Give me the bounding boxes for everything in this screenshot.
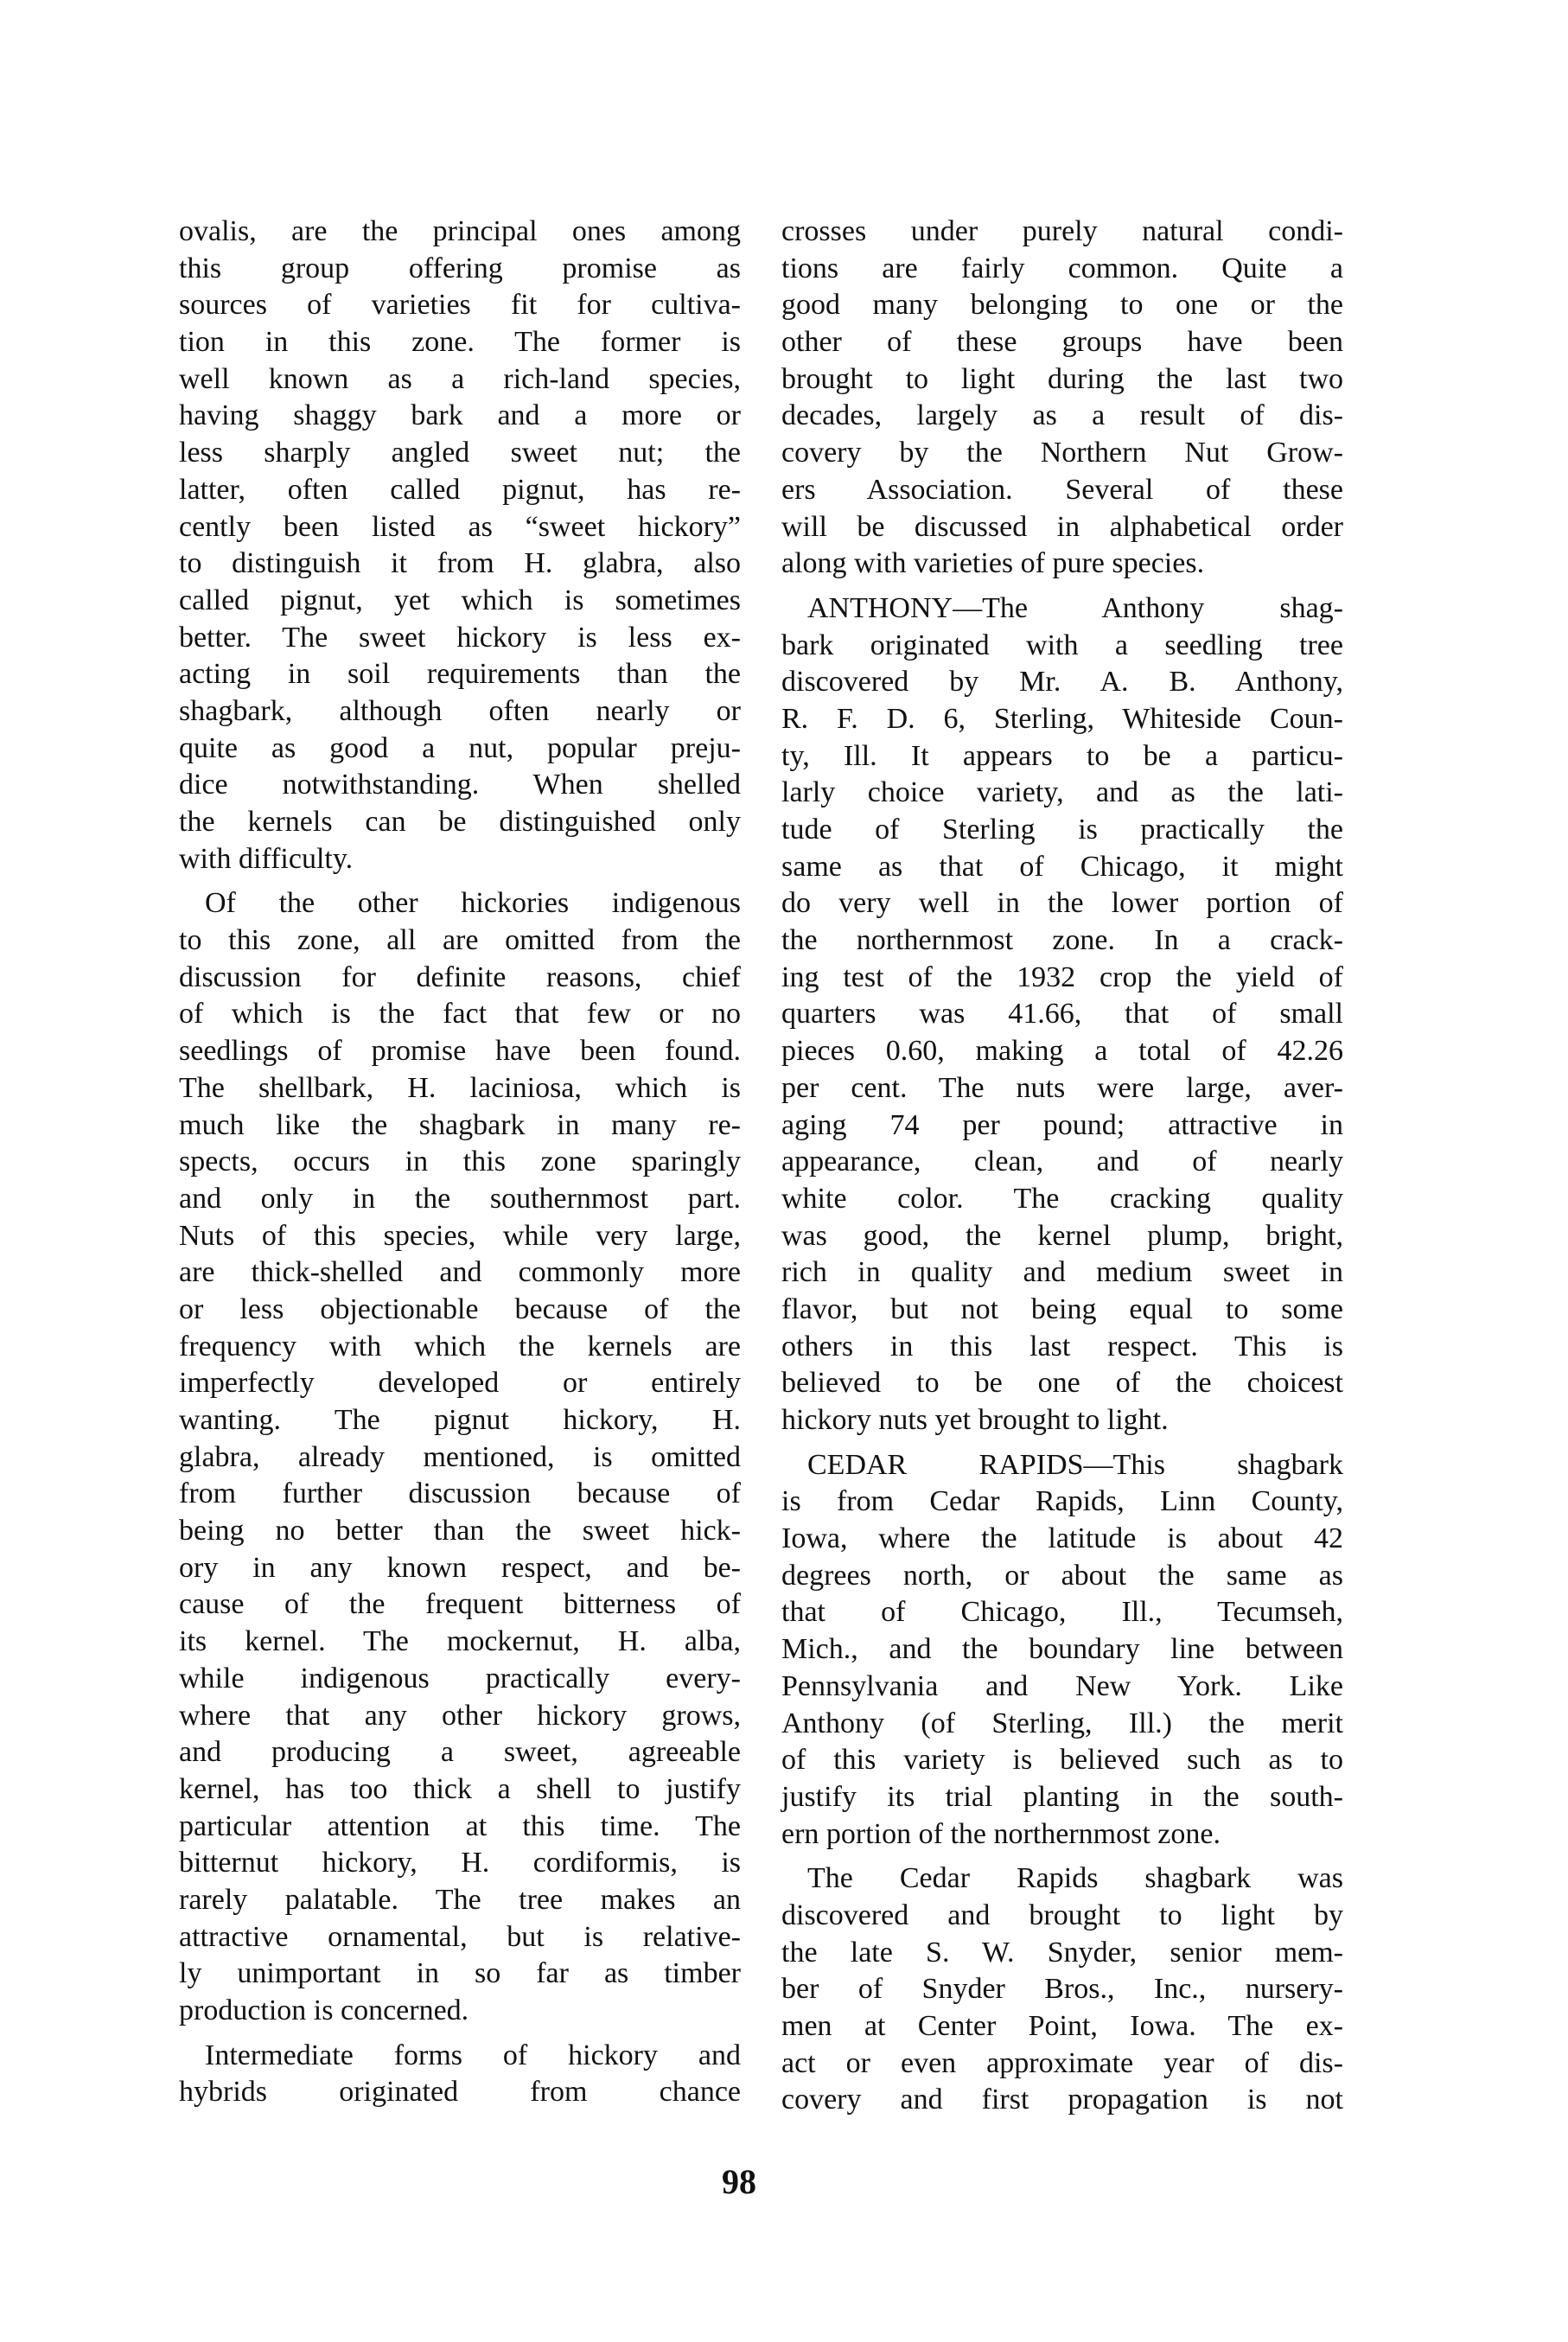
- text-line: this group offering promise as: [179, 252, 741, 284]
- text-line: hybrids originated from chance: [179, 2076, 741, 2109]
- text-line: discovered by Mr. A. B. Anthony,: [781, 666, 1343, 699]
- text-line: tions are fairly common. Quite a: [781, 252, 1343, 284]
- text-line: tude of Sterling is practically the: [781, 814, 1343, 846]
- text-line: ory in any known respect, and be-: [179, 1551, 741, 1584]
- text-line: cently been listed as “sweet hickory”: [179, 510, 741, 543]
- text-line: to distinguish it from H. glabra, also: [179, 547, 741, 580]
- text-line: others in this last respect. This is: [781, 1330, 1343, 1362]
- paragraph: [781, 1860, 1343, 2119]
- text-line: its kernel. The mockernut, H. alba,: [179, 1625, 741, 1658]
- left-text-column: [179, 214, 741, 2119]
- text-line: Intermediate forms of hickory and: [205, 2039, 741, 2071]
- text-line: R. F. D. 6, Sterling, Whiteside Coun-: [781, 702, 1343, 735]
- text-line: rarely palatable. The tree makes an: [179, 1883, 741, 1916]
- text-line: production is concerned.: [179, 1994, 469, 2026]
- text-line: per cent. The nuts were large, aver-: [781, 1071, 1343, 1104]
- text-line: CEDAR RAPIDS—This shagbark: [807, 1448, 1343, 1481]
- text-line: justify its trial planting in the south-: [781, 1780, 1343, 1813]
- text-line: the late S. W. Snyder, senior mem-: [781, 1936, 1343, 1969]
- text-line: with difficulty.: [179, 842, 354, 875]
- text-line: brought to light during the last two: [781, 362, 1343, 395]
- right-text-column: [781, 214, 1343, 2127]
- text-line: The Cedar Rapids shagbark was: [807, 1862, 1343, 1895]
- text-line: ANTHONY—The Anthony shag-: [807, 591, 1343, 624]
- text-line: Of the other hickories indigenous: [205, 887, 741, 920]
- text-line: ers Association. Several of these: [781, 473, 1343, 506]
- text-line: discussion for definite reasons, chief: [179, 960, 741, 993]
- text-line: bark originated with a seedling tree: [781, 629, 1343, 661]
- text-line: cause of the frequent bitterness of: [179, 1588, 741, 1621]
- text-line: while indigenous practically every-: [179, 1662, 741, 1694]
- text-line: Iowa, where the latitude is about 42: [781, 1522, 1343, 1555]
- text-line: act or even approximate year of dis-: [781, 2046, 1343, 2079]
- text-line: do very well in the lower portion of: [781, 887, 1343, 920]
- text-line: acting in soil requirements than the: [179, 658, 741, 691]
- text-line: tion in this zone. The former is: [179, 326, 741, 359]
- text-line: the northernmost zone. In a crack-: [781, 924, 1343, 957]
- text-line: much like the shagbark in many re-: [179, 1108, 741, 1141]
- text-line: having shaggy bark and a more or: [179, 399, 741, 432]
- text-line: ern portion of the northernmost zone.: [781, 1817, 1221, 1850]
- text-line: or less objectionable because of the: [179, 1292, 741, 1325]
- paragraph: [781, 590, 1343, 1439]
- text-line: ovalis, are the principal ones among: [179, 215, 741, 247]
- paragraph: [781, 1447, 1343, 1854]
- text-line: the kernels can be distinguished only: [179, 806, 741, 838]
- text-line: attractive ornamental, but is relative-: [179, 1920, 741, 1953]
- text-line: degrees north, or about the same as: [781, 1559, 1343, 1592]
- text-line: called pignut, yet which is sometimes: [179, 584, 741, 616]
- text-line: imperfectly developed or entirely: [179, 1367, 741, 1400]
- text-line: was good, the kernel plump, bright,: [781, 1219, 1343, 1252]
- text-line: that of Chicago, Ill., Tecumseh,: [781, 1596, 1343, 1629]
- text-line: quarters was 41.66, that of small: [781, 998, 1343, 1031]
- text-line: seedlings of promise have been found.: [179, 1035, 741, 1068]
- text-line: of which is the fact that few or no: [179, 998, 741, 1031]
- text-line: Nuts of this species, while very large,: [179, 1219, 741, 1252]
- text-line: appearance, clean, and of nearly: [781, 1145, 1343, 1178]
- text-line: frequency with which the kernels are: [179, 1330, 741, 1362]
- text-line: and only in the southernmost part.: [179, 1182, 741, 1215]
- text-line: sources of varieties fit for cultiva-: [179, 289, 741, 322]
- text-line: bitternut hickory, H. cordiformis, is: [179, 1847, 741, 1879]
- text-line: less sharply angled sweet nut; the: [179, 437, 741, 469]
- paragraph: [179, 885, 741, 2029]
- text-line: particular attention at this time. The: [179, 1809, 741, 1842]
- text-line: flavor, but not being equal to some: [781, 1292, 1343, 1325]
- page-number: 98: [722, 2162, 756, 2201]
- text-line: crosses under purely natural condi-: [781, 215, 1343, 247]
- text-line: along with varieties of pure species.: [781, 547, 1205, 580]
- text-line: and producing a sweet, agreeable: [179, 1736, 741, 1769]
- text-line: ing test of the 1932 crop the yield of: [781, 960, 1343, 993]
- text-line: decades, largely as a result of dis-: [781, 399, 1343, 432]
- text-line: will be discussed in alphabetical order: [781, 510, 1343, 543]
- text-line: Mich., and the boundary line between: [781, 1633, 1343, 1666]
- text-line: same as that of Chicago, it might: [781, 850, 1343, 883]
- text-line: kernel, has too thick a shell to justify: [179, 1772, 741, 1805]
- text-line: dice notwithstanding. When shelled: [179, 769, 741, 801]
- text-line: Pennsylvania and New York. Like: [781, 1669, 1343, 1702]
- text-line: being no better than the sweet hick-: [179, 1515, 741, 1548]
- text-line: Anthony (of Sterling, Ill.) the merit: [781, 1707, 1343, 1739]
- text-line: discovered and brought to light by: [781, 1898, 1343, 1931]
- text-line: wanting. The pignut hickory, H.: [179, 1404, 741, 1436]
- text-line: are thick-shelled and commonly more: [179, 1256, 741, 1289]
- text-line: spects, occurs in this zone sparingly: [179, 1145, 741, 1178]
- text-line: believed to be one of the choicest: [781, 1367, 1343, 1400]
- text-line: well known as a rich-land species,: [179, 362, 741, 395]
- text-line: good many belonging to one or the: [781, 289, 1343, 322]
- paragraph: [781, 214, 1343, 583]
- text-line: rich in quality and medium sweet in: [781, 1256, 1343, 1289]
- text-line: ty, Ill. It appears to be a particu-: [781, 739, 1343, 772]
- text-line: where that any other hickory grows,: [179, 1699, 741, 1732]
- text-line: covery and first propagation is not: [781, 2084, 1343, 2116]
- text-line: pieces 0.60, making a total of 42.26: [781, 1035, 1343, 1068]
- text-line: of this variety is believed such as to: [781, 1744, 1343, 1777]
- text-line: from further discussion because of: [179, 1477, 741, 1510]
- text-line: men at Center Point, Iowa. The ex-: [781, 2010, 1343, 2042]
- paragraph: [179, 214, 741, 877]
- text-line: ly unimportant in so far as timber: [179, 1957, 741, 1990]
- text-line: shagbark, although often nearly or: [179, 694, 741, 727]
- text-line: aging 74 per pound; attractive in: [781, 1108, 1343, 1141]
- text-line: larly choice variety, and as the lati-: [781, 776, 1343, 809]
- text-line: to this zone, all are omitted from the: [179, 924, 741, 957]
- text-line: other of these groups have been: [781, 326, 1343, 359]
- text-line: white color. The cracking quality: [781, 1182, 1343, 1215]
- text-line: quite as good a nut, popular preju-: [179, 731, 741, 764]
- text-line: hickory nuts yet brought to light.: [781, 1404, 1169, 1436]
- text-line: latter, often called pignut, has re-: [179, 473, 741, 506]
- text-line: covery by the Northern Nut Grow-: [781, 437, 1343, 469]
- text-line: better. The sweet hickory is less ex-: [179, 621, 741, 654]
- text-line: ber of Snyder Bros., Inc., nursery-: [781, 1973, 1343, 2006]
- text-line: is from Cedar Rapids, Linn County,: [781, 1485, 1343, 1518]
- paragraph: [179, 2038, 741, 2111]
- text-line: glabra, already mentioned, is omitted: [179, 1440, 741, 1473]
- text-line: The shellbark, H. laciniosa, which is: [179, 1071, 741, 1104]
